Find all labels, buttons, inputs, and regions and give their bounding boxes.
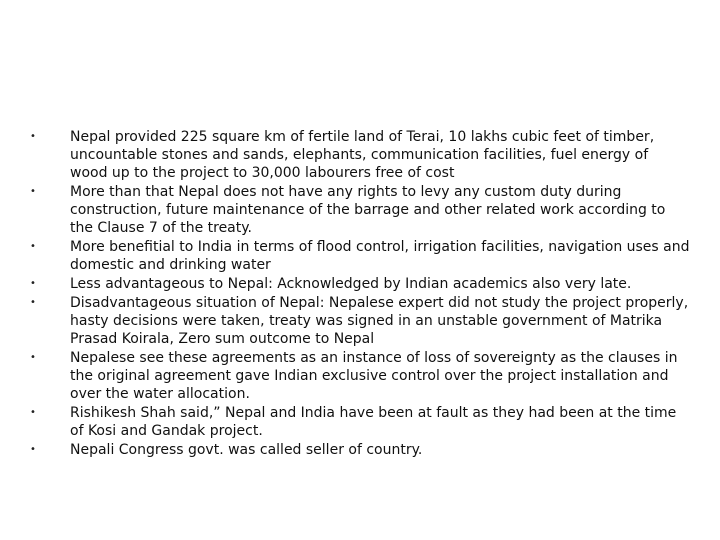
- bullet-dot-icon: •: [30, 241, 36, 252]
- bullet-item: [30, 238, 690, 274]
- bullet-dot-icon: •: [30, 407, 36, 418]
- bullet-text: Nepalese see these agreements as an instance of loss of sovereignty as the clauses in the original agreement gave Indian exclusive control over the project installation and over the water allocation.: [70, 350, 678, 402]
- bullet-dot-icon: •: [30, 297, 36, 308]
- bullet-dot-icon: •: [30, 186, 36, 197]
- bullet-item: [30, 128, 690, 182]
- bullet-text: Nepali Congress govt. was called seller of country.: [70, 442, 423, 458]
- bullet-dot-icon: •: [30, 352, 36, 363]
- bullet-item: [30, 275, 690, 293]
- bullet-text: Less advantageous to Nepal: Acknowledged by Indian academics also very late.: [70, 276, 632, 292]
- bullet-dot-icon: •: [30, 278, 36, 289]
- bullet-text: Rishikesh Shah said,” Nepal and India have been at fault as they had been at the time of Kosi and Gandak project.: [70, 405, 677, 439]
- bullet-text: More than that Nepal does not have any rights to levy any custom duty during construction, future maintenance of the barrage and other related work according to the Clause 7 of the treaty.: [70, 184, 666, 236]
- bullet-list: [30, 128, 690, 460]
- bullet-item: [30, 294, 690, 348]
- bullet-text: Disadvantageous situation of Nepal: Nepalese expert did not study the project properly, hasty decisions were taken, treaty was signed in an unstable government of Matrika Prasad Koirala, Zero sum outcome to Nepal: [70, 295, 689, 347]
- bullet-text: More benefitial to India in terms of flood control, irrigation facilities, navigation uses and domestic and drinking water: [70, 239, 690, 273]
- bullet-dot-icon: •: [30, 131, 36, 142]
- bullet-dot-icon: •: [30, 444, 36, 455]
- bullet-item: [30, 404, 690, 440]
- bullet-text: Nepal provided 225 square km of fertile land of Terai, 10 lakhs cubic feet of timber, uncountable stones and sands, elephants, communication facilities, fuel energy of wood up to the project to 30,000 labourers free of cost: [70, 129, 655, 181]
- bullet-item: [30, 183, 690, 237]
- bullet-item: [30, 441, 690, 459]
- bullet-item: [30, 349, 690, 403]
